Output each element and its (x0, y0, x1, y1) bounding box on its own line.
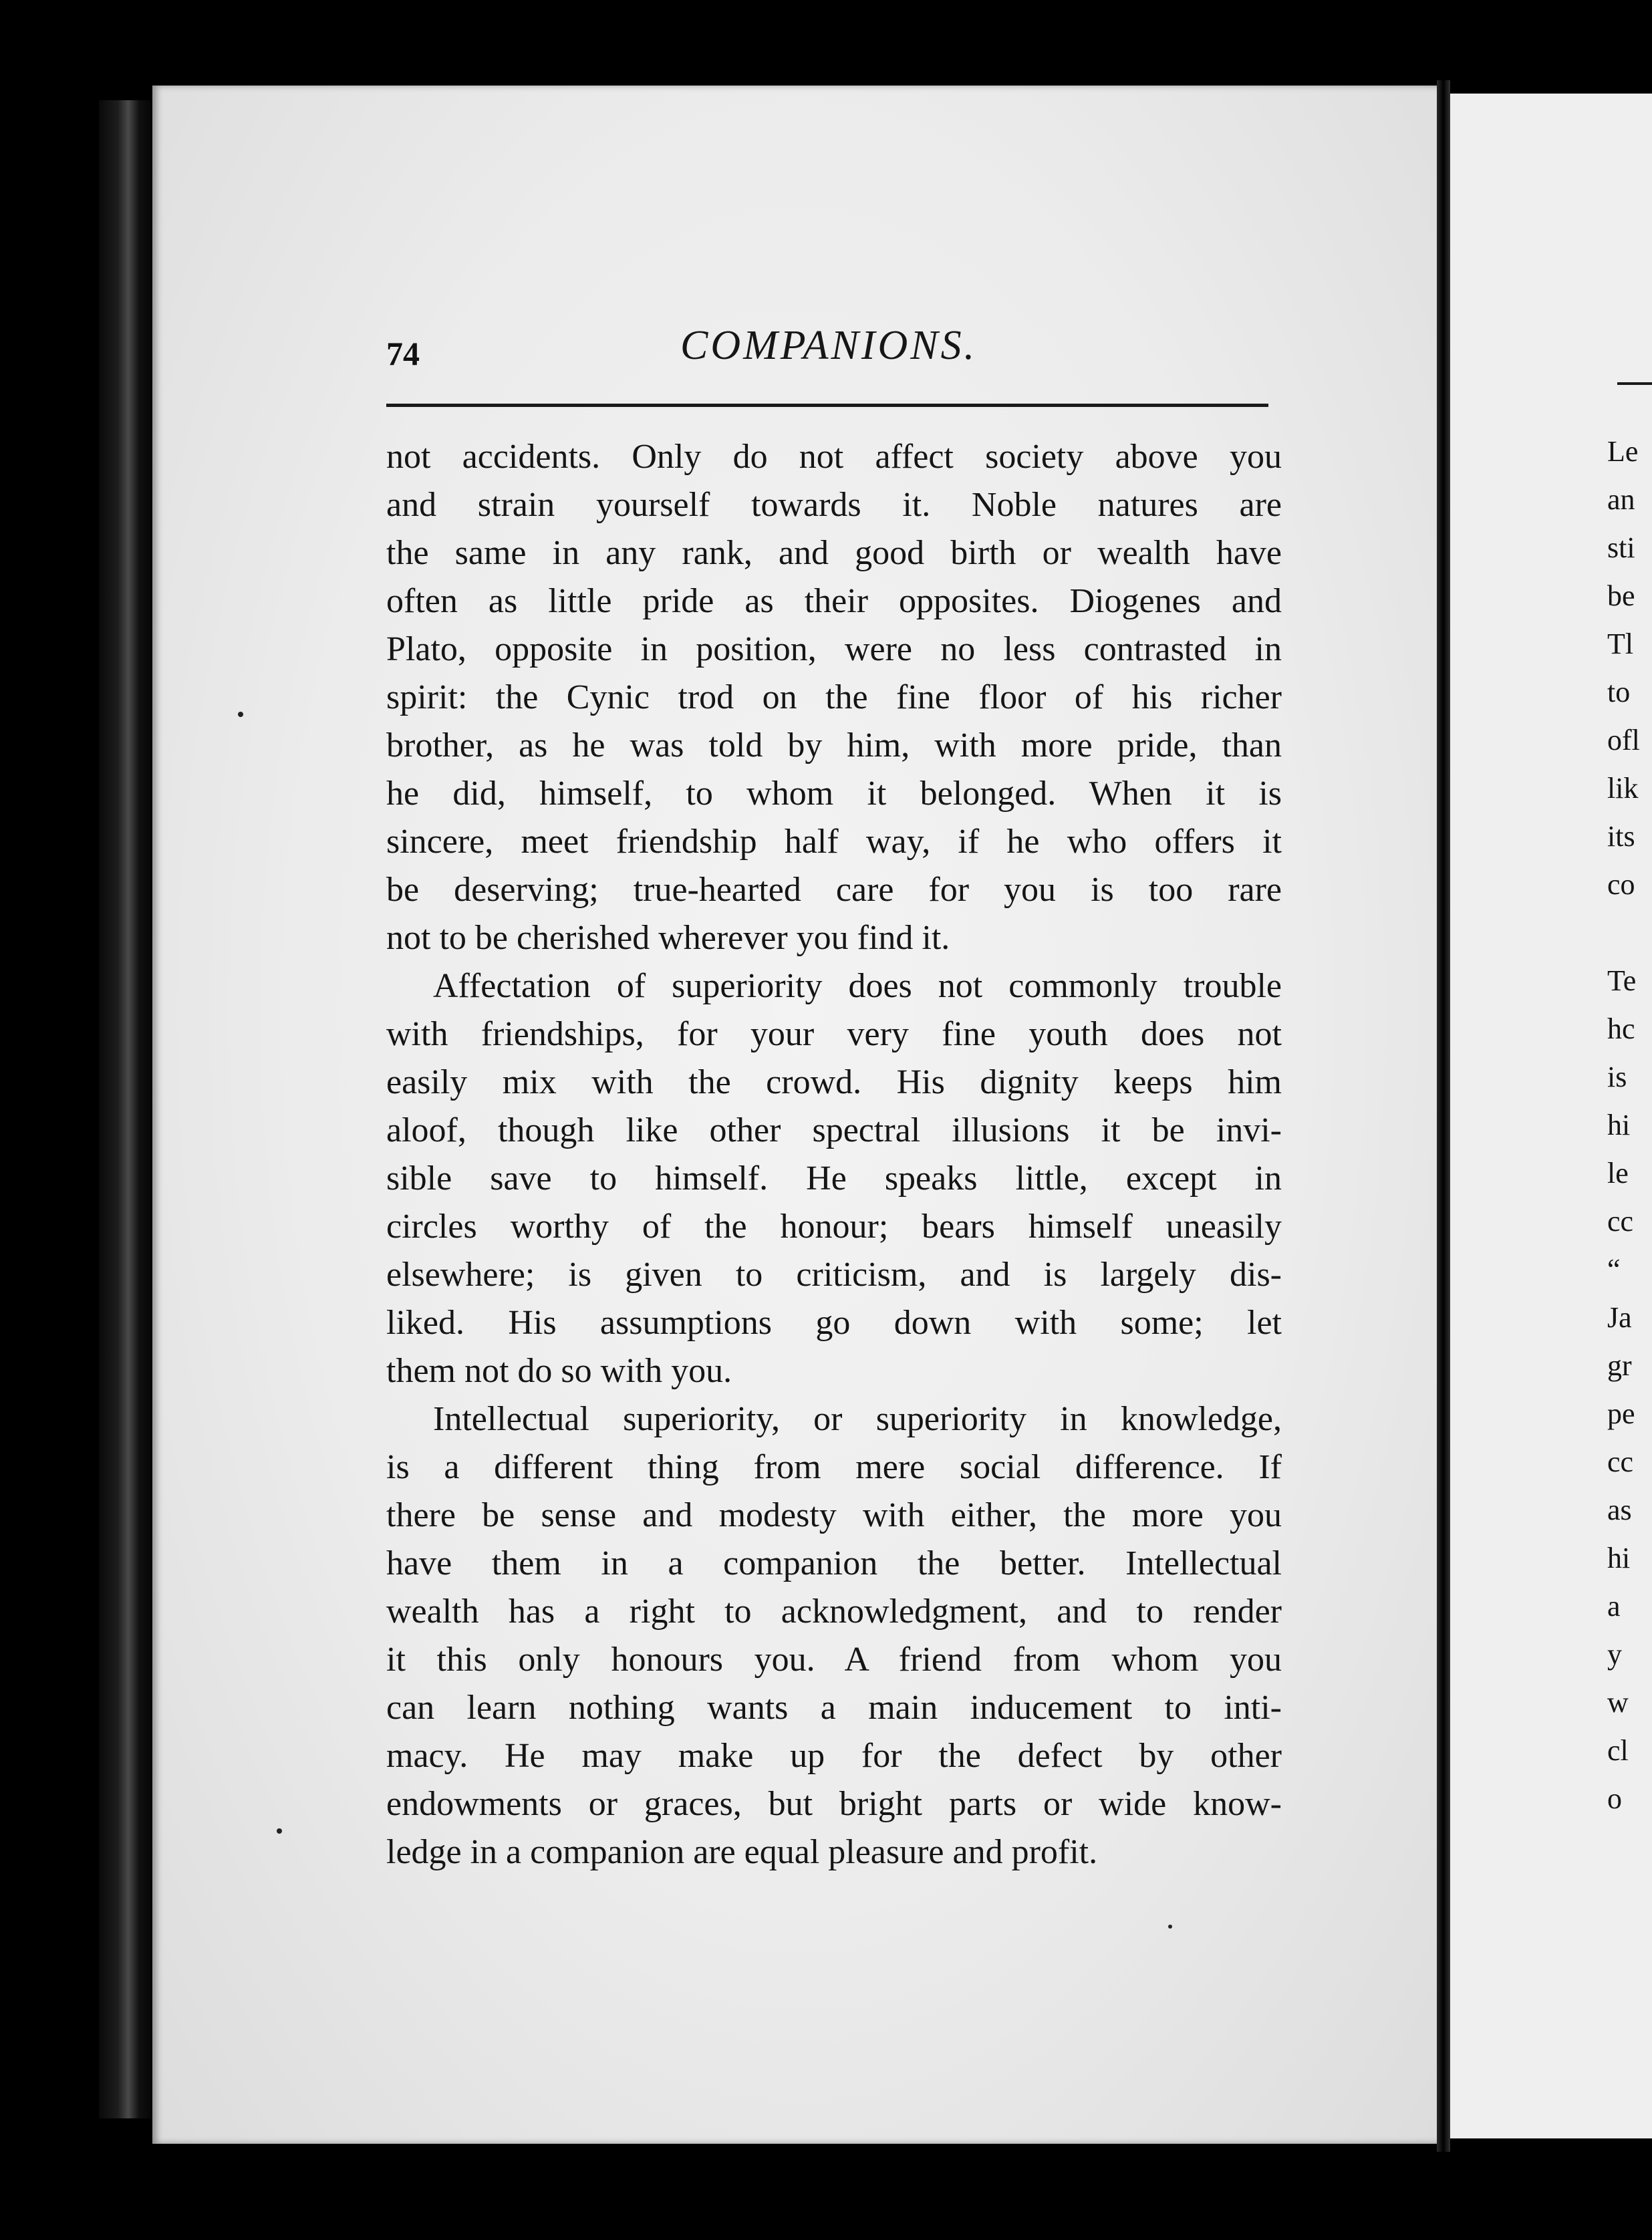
text-line: not to be cherished wherever you find it. (386, 919, 950, 957)
text-line: easily mix with the crowd. His dignity keeps him (386, 1063, 1282, 1101)
paragraph (386, 962, 1282, 1395)
page-number: 74 (386, 335, 420, 372)
facing-fragment: cl (1607, 1734, 1629, 1767)
text-line: brother, as he was told by him, with more pride, than (386, 726, 1282, 764)
facing-fragment: Tl (1607, 627, 1634, 660)
paragraph (386, 433, 1282, 962)
facing-fragment: is (1607, 1061, 1627, 1093)
facing-fragment: ofl (1607, 724, 1640, 756)
text-line: it this only honours you. A friend from whom you (386, 1641, 1282, 1679)
text-line: not accidents. Only do not affect society above you (386, 438, 1282, 476)
page-gutter (1437, 80, 1450, 2152)
facing-fragment: sti (1607, 531, 1635, 564)
text-line: he did, himself, to whom it belonged. When it is (386, 775, 1282, 813)
text-line: macy. He may make up for the defect by other (386, 1737, 1282, 1775)
facing-header-rule (1617, 382, 1652, 385)
paper-speck (277, 1828, 282, 1834)
text-line: wealth has a right to acknowledgment, and to render (386, 1592, 1282, 1631)
facing-fragment: cc (1607, 1205, 1634, 1238)
facing-fragment: cc (1607, 1445, 1634, 1478)
facing-fragment: lik (1607, 772, 1639, 805)
header-rule (386, 404, 1268, 407)
text-line: there be sense and modesty with either, the more you (386, 1496, 1282, 1534)
text-line: sible save to himself. He speaks little, except in (386, 1159, 1282, 1198)
facing-fragment: le (1607, 1157, 1629, 1189)
text-line: them not do so with you. (386, 1352, 732, 1390)
running-head (386, 315, 1268, 389)
text-line: with friendships, for your very fine youth does not (386, 1015, 1282, 1053)
paragraph (386, 1395, 1282, 1876)
text-line: circles worthy of the honour; bears himself uneasily (386, 1208, 1282, 1246)
facing-fragment: to (1607, 676, 1631, 708)
book-spine (99, 100, 152, 2118)
text-line: often as little pride as their opposites. Diogenes and (386, 582, 1282, 620)
facing-page-text (1607, 428, 1652, 1823)
facing-fragment: hc (1607, 1012, 1635, 1045)
facing-fragment: “ (1607, 1253, 1621, 1286)
facing-fragment: be (1607, 579, 1635, 612)
facing-fragment: y (1607, 1638, 1622, 1671)
text-line: have them in a companion the better. Intellectual (386, 1544, 1282, 1582)
paper-speck (1168, 1925, 1172, 1929)
text-line: aloof, though like other spectral illusions it be invi- (386, 1111, 1282, 1149)
facing-fragment: pe (1607, 1397, 1635, 1430)
text-line: can learn nothing wants a main inducement to inti- (386, 1689, 1282, 1727)
text-line: Plato, opposite in position, were no less contrasted in (386, 630, 1282, 668)
text-line: be deserving; true-hearted care for you is too rare (386, 871, 1282, 909)
text-line: liked. His assumptions go down with some; let (386, 1304, 1282, 1342)
facing-fragment: an (1607, 483, 1635, 516)
facing-fragment: o (1607, 1782, 1622, 1815)
facing-fragment: hi (1607, 1109, 1631, 1141)
text-line: is a different thing from mere social difference. If (386, 1448, 1282, 1486)
text-line: sincere, meet friendship half way, if he who offers it (386, 823, 1282, 861)
body-text (386, 433, 1282, 1876)
facing-fragment: gr (1607, 1349, 1632, 1382)
text-line: elsewhere; is given to criticism, and is largely dis- (386, 1256, 1282, 1294)
facing-fragment: co (1607, 868, 1635, 901)
page-title: COMPANIONS. (680, 323, 978, 368)
text-line: Affectation of superiority does not commonly trouble (433, 967, 1282, 1005)
text-line: endowments or graces, but bright parts or wide know- (386, 1785, 1282, 1823)
text-line: ledge in a companion are equal pleasure and profit. (386, 1833, 1098, 1871)
facing-fragment (1607, 909, 1652, 957)
text-line: and strain yourself towards it. Noble natures are (386, 486, 1282, 524)
facing-fragment: a (1607, 1590, 1621, 1623)
facing-fragment: w (1607, 1686, 1629, 1719)
facing-fragment: its (1607, 820, 1635, 853)
facing-fragment: Te (1607, 964, 1637, 997)
facing-fragment: Ja (1607, 1301, 1632, 1334)
paper-speck (238, 712, 243, 717)
facing-fragment: Le (1607, 435, 1639, 468)
text-line: Intellectual superiority, or superiority in knowledge, (433, 1400, 1282, 1438)
facing-fragment: hi (1607, 1542, 1631, 1574)
text-line: spirit: the Cynic trod on the fine floor of his richer (386, 678, 1282, 716)
facing-fragment: as (1607, 1494, 1632, 1526)
text-line: the same in any rank, and good birth or wealth have (386, 534, 1282, 572)
